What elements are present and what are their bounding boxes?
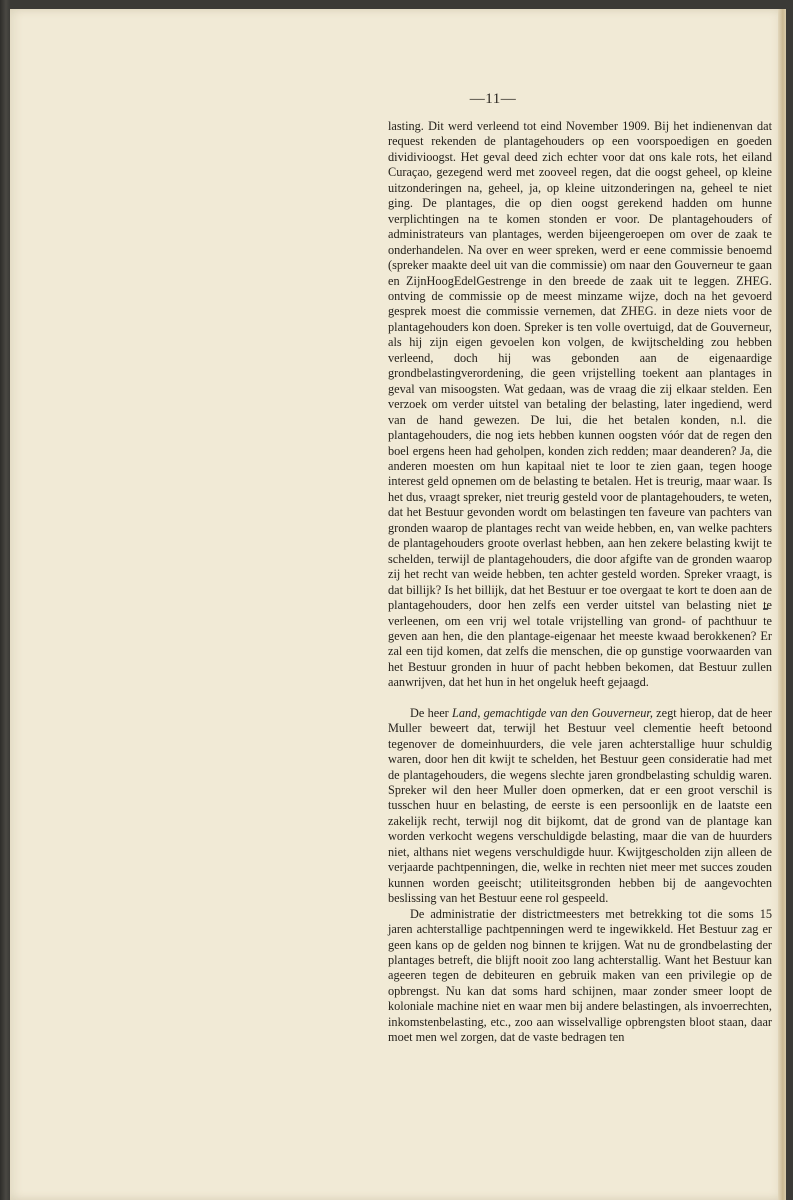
page-number: —11— bbox=[469, 91, 517, 107]
paragraph-3: De administratie der districtmeesters met betrekking tot die soms 15 jaren achterstallige pachtpenningen werd te ingewikkeld. Het Bestuur zag er geen kans op de gelden nog binnen te krijgen. Wat nu de grondbelasting der plantages betreft, die blijft nooit zoo lang achterstallig. Want het Bestuur kan ageeren tegen de debiteuren en gebruik maken van een privilegie op de opbrengst. Nu kan dat soms hard schijnen, maar zonder smeer loopt de koloniale machine niet en waar men bij andere belastingen, als invoerrechten, inkomstenbelasting, etc., zoo aan wisselvallige opbrengsten bloot staan, daar moet men wel zorgen, dat de vaste bedragen ten bbox=[388, 906, 772, 1045]
paragraph-2-body: zegt hierop, dat de heer Muller beweert dat, terwijl het Bestuur veel clementie heeft betoond tegenover de domeinhuurders, die vele jaren achterstallige huur schuldig waren, door hen dit kwijt te schelden, het Bestuur geen consideratie had met de plantagehouders, die wegens slechte jaren grondbelasting schuldig waren. Spreker wil den heer Muller doen opmerken, dat er een groot verschil is tusschen huur en belasting, de eerste is een persoonlijk en de laatste een zakelijk recht, terwijl nog dit bijkomt, dat de grond van de plantage kan worden verkocht wegens verschuldigde belasting, maar die van de huurders niet, althans niet wegens verschuldigde huur. Kwijtgescholden zijn alleen de verjaarde pachtpenningen, die, welke in rechten niet meer met succes zouden kunnen worden geeischt; utiliteitsgronden hebben bij de aangevochten beslissing van het Bestuur eene rol gespeeld. bbox=[388, 705, 772, 906]
paragraph-2 bbox=[388, 706, 772, 907]
page-edge bbox=[778, 9, 786, 1200]
text-column bbox=[388, 119, 772, 1046]
speaker-name: Land, gemachtigde van den Gouverneur, bbox=[452, 705, 653, 720]
paragraph-1: lasting. Dit werd verleend tot eind November 1909. Bij het indienenvan dat request rekenden de plantagehouders op een voorspoedigen en goeden dividivioogst. Het geval deed zich echter voor dat ons kale rots, het eiland Curaçao, gezegend werd met zooveel regen, dat die oogst geheel, op kleine uitzonderingen na, geheel, ja, op kleine uitzonderingen na, geheel te niet ging. De plantages, die op dien oogst gerekend hadden om hunne verplichtingen na te komen stonden er voor. De plantagehouders of administrateurs van plantages, werden bijeengeroepen om over de zaak te onderhandelen. Na over en weer spreken, werd er eene commissie benoemd (spreker maakte deel uit van die commissie) om naar den Gouverneur te gaan en ZijnHoogEdelGestrenge in den breede de zaak uit te leggen. ZHEG. ontving de commissie op de meest minzame wijze, doch na het gevoerd gesprek moest die commissie vernemen, dat ZHEG. in deze niets voor de plantagehouders kon doen. Spreker is ten volle overtuigd, dat de Gouverneur, als hij zijn eigen gevoelen kon volgen, de kwijtschelding zou hebben verleend, doch hij was gebonden aan de eigenaardige grondbelastingverordening, die geen vrijstelling toekent aan plantages in geval van misoogsten. Wat gedaan, was de vraag die zij elkaar stelden. Een verzoek om verder uitstel van betaling der belasting, later ingediend, werd van de hand gewezen. De lui, die het betalen konden, n.l. die plantagehouders, die nog iets hebben kunnen oogsten vóór dat de regen den boel ergens heen had geholpen, konden zich redden; maar deanderen? Ja, die anderen moesten om hun kapitaal niet te loor te zien gaan, tegen hooge interest geld opnemen om de belasting te betalen. Het is treurig, maar waar. Is het dus, vraagt spreker, niet treurig gesteld voor de plantagehouders, te weten, dat het Bestuur gevonden wordt om belastingen ten faveure van pachters van gronden waarop de plantages recht van weide hebben, en, van welke pachters de plantagehouders groote overlast hebben, aan hen zekere belasting kwijt te schelden, terwijl de plantagehouders, die door afgifte van de gronden waarop zij het recht van weide hebben, ten achter gesteld worden. Spreker vraagt, is dat billijk? Is het billijk, dat het Bestuur er toe overgaat te kort te doen aan de plantagehouders, door hen zelfs een verder uitstel van belasting niet te verleenen, om een vrij wel totale vrijstelling van grond- of pachthuur te geven aan hen, die den plantage-eigenaar het meeste kwaad berokkenen? Er zal een tijd komen, dat zelfs die menschen, die op gunstige voorwaarden van het Bestuur gronden in huur of pacht hebben bekomen, dat Bestuur zullen aanwrijven, dat het hun in het ongeluk heeft gejaagd. bbox=[388, 119, 772, 690]
paragraph-2-lead: De heer bbox=[410, 705, 453, 720]
document-page bbox=[10, 9, 786, 1200]
